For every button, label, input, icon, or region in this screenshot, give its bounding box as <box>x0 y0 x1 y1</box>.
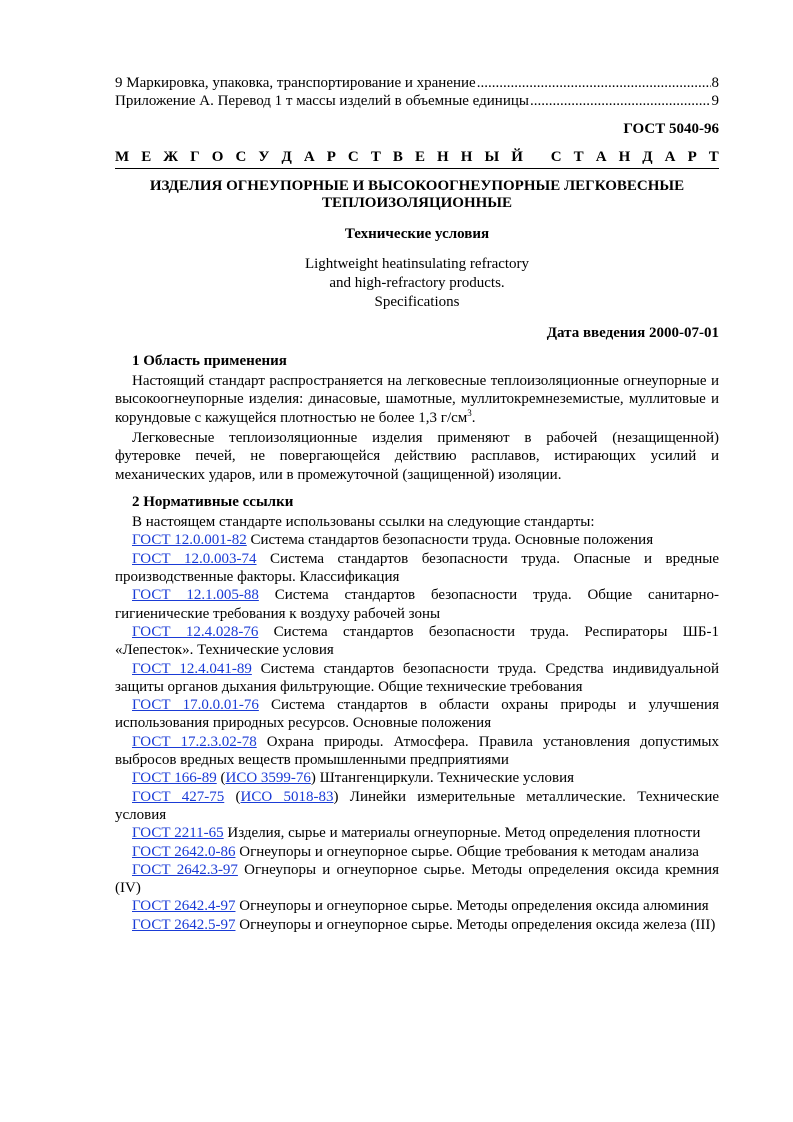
banner-gap <box>535 148 539 166</box>
reference-item <box>115 788 719 825</box>
toc-item-page: 8 <box>711 75 719 91</box>
reference-item <box>115 733 719 770</box>
english-title <box>115 255 719 312</box>
reference-link-iso[interactable]: ИСО 5018-83 <box>240 788 334 805</box>
reference-text: Система стандартов безопасности труда. Основные положения <box>246 532 654 549</box>
reference-item <box>115 861 719 898</box>
reference-text: Система стандартов безопасности труда. Респираторы ШБ-1 «Лепесток». Технические условия <box>115 623 719 659</box>
document-title <box>115 178 719 212</box>
banner-letter: А <box>595 148 607 165</box>
scope-paragraph-end: . <box>471 409 476 426</box>
reference-item <box>115 769 719 787</box>
reference-link[interactable]: ГОСТ 2211-65 <box>132 825 224 842</box>
reference-link[interactable]: ГОСТ 17.0.0.01-76 <box>132 697 259 714</box>
reference-link-iso[interactable]: ИСО 3599-76 <box>225 770 311 787</box>
reference-link[interactable]: ГОСТ 427-75 <box>132 788 225 805</box>
reference-link[interactable]: ГОСТ 12.0.003-74 <box>132 550 257 567</box>
title-line: ТЕПЛОИЗОЛЯЦИОННЫЕ <box>321 195 513 212</box>
reference-text: Охрана природы. Атмосфера. Правила установления допустимых выбросов вредных веществ промышленными предприятиями <box>115 733 719 769</box>
scope-paragraph: Легковесные теплоизоляционные изделия применяют в рабочей (незащищенной) футеровке печей, не повергающейся действию расплавов, истирающих усилий и механических ударов, или в промежуточной (защищенной) изоляции. <box>115 429 719 483</box>
effective-date: Дата введения 2000-07-01 <box>546 325 719 342</box>
toc-item-label: Приложение А. Перевод 1 т массы изделий в объемные единицы <box>115 93 529 110</box>
banner-letter: Е <box>414 148 425 165</box>
title-line: ИЗДЕЛИЯ ОГНЕУПОРНЫЕ И ВЫСОКООГНЕУПОРНЫЕ ЛЕГКОВЕСНЫЕ <box>149 178 685 195</box>
banner-letter: А <box>303 148 315 165</box>
banner-letter: А <box>664 148 676 165</box>
reference-text: Система стандартов безопасности труда. Общие санитарно-гигиенические требования к воздуху рабочей зоны <box>115 587 719 622</box>
scope-paragraph-text: Настоящий стандарт распространяется на легковесные теплоизоляционные огнеупорные и высокоогнеупорные изделия: динасовые, шамотные, муллитокремнеземистые, муллитовые и корундовые с кажущейся плотностью не более 1,3 г/см <box>115 373 719 426</box>
scope-paragraph <box>115 372 719 427</box>
banner-letter: Н <box>460 148 473 165</box>
banner-letter: Е <box>141 148 152 165</box>
toc-item[interactable] <box>115 74 719 92</box>
banner-letter: У <box>258 148 270 165</box>
reference-text: ) Штангенциркули. Технические условия <box>310 770 575 787</box>
reference-link[interactable]: ГОСТ 166-89 <box>132 770 217 787</box>
toc-leader <box>477 74 711 92</box>
reference-link[interactable]: ГОСТ 2642.0-86 <box>132 843 236 860</box>
reference-item <box>115 660 719 697</box>
reference-text: Огнеупоры и огнеупорное сырье. Методы определения оксида железа (III) <box>235 916 716 933</box>
reference-link[interactable]: ГОСТ 12.1.005-88 <box>132 587 259 604</box>
reference-link[interactable]: ГОСТ 12.0.001-82 <box>132 532 247 549</box>
reference-item <box>115 897 719 915</box>
banner-letter: Н <box>618 148 631 165</box>
toc-item-page: 9 <box>711 93 719 110</box>
document-page <box>115 74 719 934</box>
banner-letter: Т <box>708 148 719 165</box>
references-list <box>115 531 719 934</box>
banner-letter: Ж <box>163 148 179 165</box>
banner-letter: Ы <box>484 148 500 165</box>
banner-letter: С <box>235 148 247 165</box>
banner-letter: С <box>347 148 359 165</box>
superscript: 3 <box>467 407 472 418</box>
reference-link[interactable]: ГОСТ 12.4.041-89 <box>132 660 252 677</box>
reference-item <box>115 623 719 660</box>
english-title-line: Specifications <box>374 294 460 311</box>
reference-item <box>115 916 719 934</box>
reference-link[interactable]: ГОСТ 17.2.3.02-78 <box>132 733 257 750</box>
reference-text: Система стандартов безопасности труда. Средства индивидуальной защиты органов дыхания фильтрующие. Общие технические требования <box>115 660 719 695</box>
reference-link[interactable]: ГОСТ 2642.4-97 <box>132 898 236 915</box>
banner-letter: В <box>392 148 403 165</box>
reference-text: ( <box>216 770 226 787</box>
english-title-line: Lightweight heatinsulating refractory <box>304 256 530 273</box>
section-heading-scope: 1 Область применения <box>132 352 287 369</box>
reference-link[interactable]: ГОСТ 2642.3-97 <box>132 861 238 878</box>
reference-text: Изделия, сырье и материалы огнеупорные. Метод определения плотности <box>223 825 701 842</box>
banner-letter: Р <box>326 148 336 165</box>
reference-item <box>115 550 719 587</box>
toc-leader <box>530 92 711 110</box>
reference-text: Система стандартов безопасности труда. Опасные и вредные производственные факторы. Классификация <box>115 550 719 586</box>
banner-letter: О <box>211 148 224 165</box>
standard-number: ГОСТ 5040-96 <box>623 120 719 137</box>
reference-text: Огнеупоры и огнеупорное сырье. Общие требования к методам анализа <box>235 843 699 860</box>
banner-letter: Р <box>687 148 697 165</box>
section-heading-references: 2 Нормативные ссылки <box>132 493 294 510</box>
reference-text: Система стандартов в области охраны природы и улучшения использования природных ресурсов. Основные положения <box>115 697 719 732</box>
reference-link[interactable]: ГОСТ 12.4.028-76 <box>132 623 259 640</box>
toc-item-label: 9 Маркировка, упаковка, транспортирование и хранение <box>115 75 476 91</box>
reference-link[interactable]: ГОСТ 2642.5-97 <box>132 916 236 933</box>
reference-text: Огнеупоры и огнеупорное сырье. Методы определения оксида кремния (IV) <box>115 861 719 897</box>
references-intro: В настоящем стандарте использованы ссылки на следующие стандарты: <box>132 514 595 531</box>
toc-item[interactable] <box>115 92 719 110</box>
banner-letter: Т <box>370 148 381 165</box>
banner-letter: Г <box>190 148 200 165</box>
reference-text: Огнеупоры и огнеупорное сырье. Методы определения оксида алюминия <box>235 898 709 915</box>
reference-item <box>115 824 719 842</box>
reference-item <box>115 531 719 549</box>
banner-letter: Д <box>281 148 292 165</box>
document-subtitle: Технические условия <box>344 226 490 243</box>
banner-letter: Й <box>511 148 523 165</box>
reference-text: ) Линейки измерительные металлические. Технические условия <box>115 788 720 823</box>
banner-letter: Т <box>573 148 584 165</box>
english-title-line: and high-refractory products. <box>329 275 505 292</box>
banner-letter: Н <box>437 148 449 165</box>
reference-text: ( <box>224 788 241 805</box>
reference-item <box>115 843 719 861</box>
banner-letter: Д <box>642 148 653 165</box>
banner-letter: М <box>115 148 130 165</box>
standard-category-banner <box>115 148 719 169</box>
banner-letter: С <box>550 148 562 165</box>
reference-item <box>115 586 719 623</box>
reference-item <box>115 696 719 733</box>
